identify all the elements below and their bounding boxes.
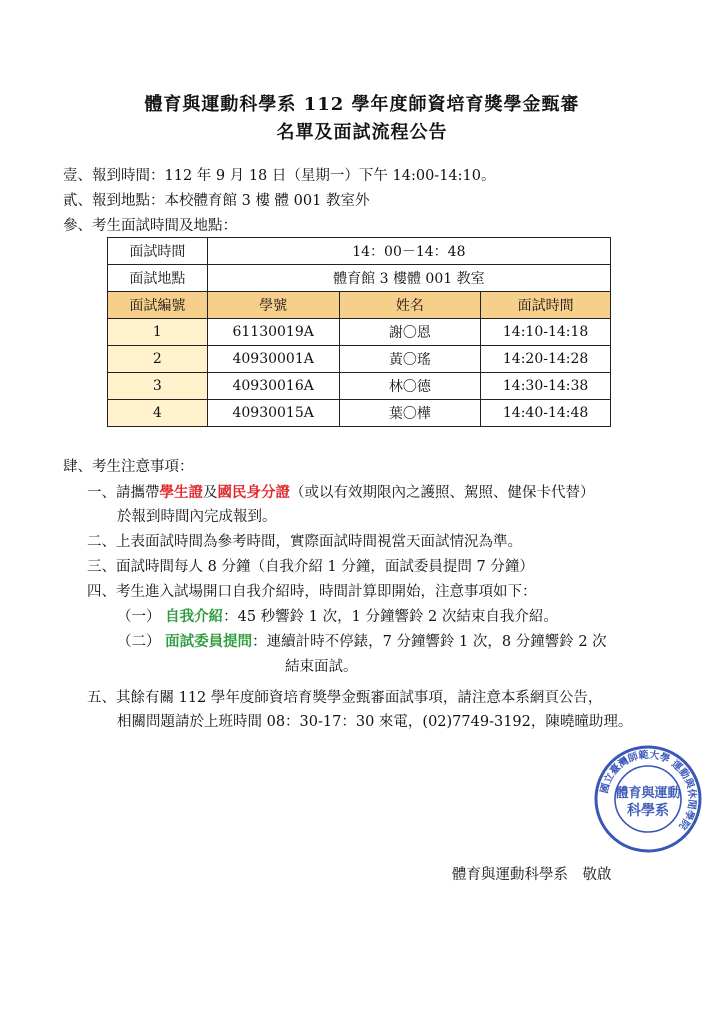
cell-number: 3 [108, 373, 208, 400]
cell-number: 2 [108, 346, 208, 373]
cell-student-id: 40930015A [207, 400, 339, 427]
note-1 [87, 481, 595, 502]
signature: 體育與運動科學系 敬啟 [452, 867, 612, 883]
cell-number: 1 [108, 319, 208, 346]
note-1-and: 及 [203, 485, 218, 501]
note-4: 四、考生進入試場開口自我介紹時，時間計算即開始，注意事項如下： [87, 584, 537, 600]
note-5-line-2: 相關問題請於上班時間 08：30-17：30 來電，(02)7749-3192，陳曉曈助理。 [117, 714, 633, 730]
cell-name: 林〇德 [339, 373, 481, 400]
sub-note-1-text: ：45 秒響鈴 1 次，1 分鐘響鈴 2 次結束自我介紹。 [223, 609, 558, 625]
seal-inner-line-1: 體育與運動 [615, 786, 681, 801]
cell-time: 14:30-14:38 [481, 373, 611, 400]
table-row-time [108, 238, 611, 265]
cell-student-id: 40930016A [207, 373, 339, 400]
time-label: 面試時間 [108, 238, 208, 265]
cell-name: 葉〇樺 [339, 400, 481, 427]
sub-note-2-line-2: 結束面試。 [285, 659, 358, 675]
sub-note-2-prefix: （二） [117, 634, 161, 650]
item-interview-schedule: 參、考生面試時間及地點： [63, 218, 237, 234]
note-5: 五、其餘有關 112 學年度師資培育獎學金甄審面試事項，請注意本系網頁公告， [87, 690, 603, 706]
cell-number: 4 [108, 400, 208, 427]
department-seal [594, 745, 702, 853]
note-1-national-id: 國民身分證 [217, 484, 290, 501]
cell-student-id: 61130019A [207, 319, 339, 346]
note-1-prefix: 一、請攜帶 [87, 485, 160, 501]
sub-note-2 [117, 630, 607, 651]
table-row [108, 400, 611, 427]
place-label: 面試地點 [108, 265, 208, 292]
sub-note-2-text: ：連續計時不停錶，7 分鐘響鈴 1 次，8 分鐘響鈴 2 次 [252, 634, 607, 650]
sub-note-1 [117, 605, 558, 626]
seal-inner-line-2: 科學系 [627, 803, 669, 819]
note-2: 二、上表面試時間為參考時間，實際面試時間視當天面試情況為準。 [87, 534, 522, 550]
table-header-row [108, 292, 611, 319]
col-header-student-id: 學號 [207, 292, 339, 319]
col-header-name: 姓名 [339, 292, 481, 319]
table-row [108, 373, 611, 400]
item-report-place: 貳、報到地點：本校體育館 3 樓 體 001 教室外 [63, 193, 370, 209]
seal-outer-text: 國立臺灣師範大學 運動與休閒學院 [599, 749, 698, 832]
cell-name: 謝〇恩 [339, 319, 481, 346]
cell-time: 14:10-14:18 [481, 319, 611, 346]
cell-time: 14:40-14:48 [481, 400, 611, 427]
note-1-student-id-card: 學生證 [159, 484, 203, 501]
item-report-time: 壹、報到時間：112 年 9 月 18 日（星期一）下午 14:00-14:10。 [63, 168, 496, 184]
cell-time: 14:20-14:28 [481, 346, 611, 373]
table-row-place [108, 265, 611, 292]
place-value: 體育館 3 樓體 001 教室 [207, 265, 610, 292]
interview-table [107, 237, 611, 427]
title-line-1: 體育與運動科學系 112 學年度師資培育獎學金甄審 [144, 94, 580, 115]
time-value: 14：00－14：48 [207, 238, 610, 265]
col-header-number: 面試編號 [108, 292, 208, 319]
col-header-time: 面試時間 [481, 292, 611, 319]
note-3: 三、面試時間每人 8 分鐘（自我介紹 1 分鐘，面試委員提問 7 分鐘） [87, 559, 534, 575]
note-1-suffix: （或以有效期限內之護照、駕照、健保卡代替） [290, 485, 595, 501]
sub-note-2-committee-questions: 面試委員提問 [165, 633, 253, 650]
item-notes-heading: 肆、考生注意事項： [63, 459, 194, 475]
cell-name: 黃〇瑤 [339, 346, 481, 373]
note-1-line-2: 於報到時間內完成報到。 [117, 509, 277, 525]
table-row [108, 346, 611, 373]
cell-student-id: 40930001A [207, 346, 339, 373]
table-row [108, 319, 611, 346]
sub-note-1-self-intro: 自我介紹 [165, 608, 224, 625]
title-line-2: 名單及面試流程公告 [276, 122, 448, 143]
sub-note-1-prefix: （一） [117, 609, 161, 625]
